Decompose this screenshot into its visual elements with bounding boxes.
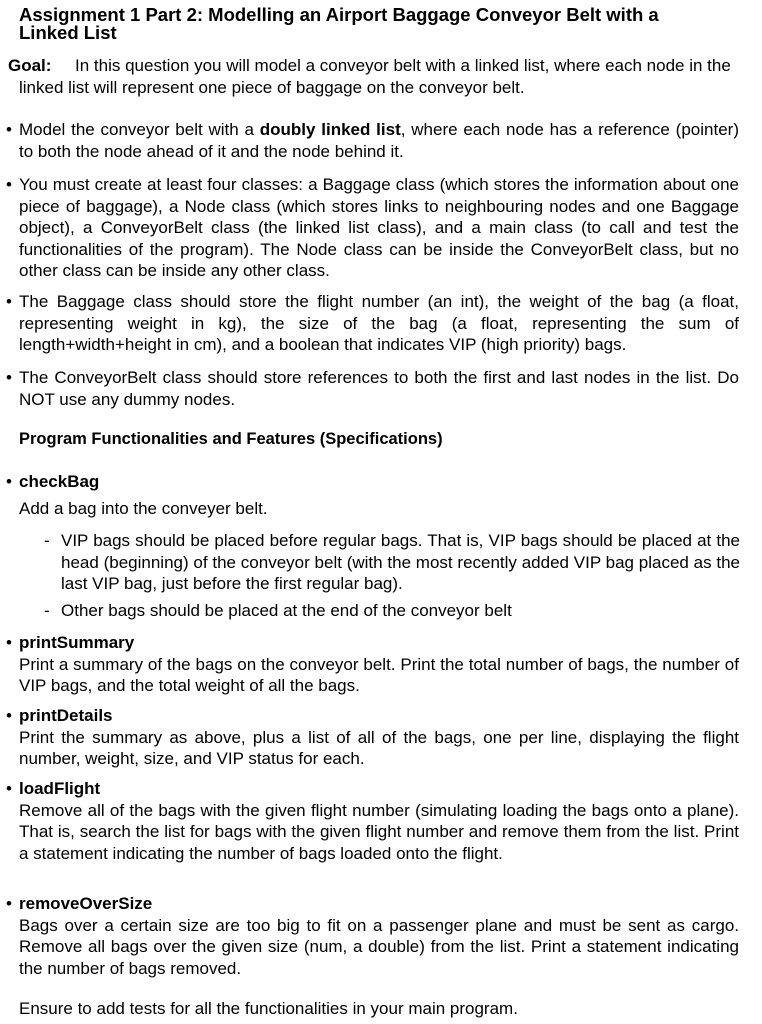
closing-note: Ensure to add tests for all the functionalities in your main program. [19,999,518,1018]
goal-paragraph [8,55,743,98]
bullet-glyph: • [6,894,12,913]
feature-desc: Bags over a certain size are too big to fit on a passenger plane and must be sent as cargo. Remove all bags over the given size (num, a double) from the list. Print a statement indicating the number of bags removed. [19,915,739,978]
goal-text: In this question you will model a conveyor belt with a linked list, where each node in the linked list will represent one piece of baggage on the conveyor belt. [19,56,731,97]
bullet-glyph: • [6,472,12,491]
feature-desc: Remove all of the bags with the given flight number (simulating loading the bags onto a plane). That is, search the list for bags with the given flight number and remove them from the list. Print a statement indicating the number of bags loaded onto the flight. [19,800,739,863]
bullet-glyph: • [6,706,12,725]
requirement-text: The Baggage class should store the flight number (an int), the weight of the bag (a float, representing weight in kg), the size of the bag (a float, representing the sum of length+width+height in cm), and a boolean that indicates VIP (high priority) bags. [19,292,739,354]
feature-desc: Print a summary of the bags on the conveyor belt. Print the total number of bags, the number of VIP bags, and the total weight of all the bags. [19,654,739,695]
requirement-text: The ConveyorBelt class should store references to both the first and last nodes in the list. Do NOT use any dummy nodes. [19,368,739,409]
goal-label: Goal: [8,56,52,75]
feature-desc: Print the summary as above, plus a list of all of the bags, one per line, displaying the flight number, weight, size, and VIP status for each. [19,727,739,768]
bullet-glyph: • [6,779,12,798]
feature-desc: Add a bag into the conveyer belt. [19,499,268,518]
feature-name: loadFlight Remove all of the bags with the given flight number (simulating loading the bags onto a plane). That is, search the list for bags with the given flight number and remove them from the list. Print a statement indicating the number of bags loaded onto the flight. [19,779,739,863]
bullet-glyph: • [6,175,12,194]
bullet-glyph: • [6,368,12,387]
bullet-glyph: • [6,292,12,311]
requirement-text: You must create at least four classes: a Baggage class (which stores the information about one piece of baggage), a Node class (which stores links to neighbouring nodes and one Baggage object), a ConveyorBelt class (the linked list class), and a main class (to call and test the functionalities of the program). The Node class can be inside the ConveyorBelt class, but no other class can be inside any other class. [19,175,739,280]
feature-name: printSummary Print a summary of the bags on the conveyor belt. Print the total number of bags, the number of VIP bags, and the total weight of all the bags. [19,633,739,695]
requirement-bold-term: doubly linked list [259,120,401,139]
feature-name: removeOverSize Bags over a certain size are too big to fit on a passenger plane and must be sent as cargo. Remove all bags over the given size (num, a double) from the list. Print a statement indicating the number of bags removed. [19,894,739,978]
feature-name: checkBag [19,472,100,491]
requirement-text: Model the conveyor belt with a doubly linked list, where each node has a reference (pointer) to both the node ahead of it and the node behind it. [19,120,739,161]
sub-item-text: VIP bags should be placed before regular bags. That is, VIP bags should be placed at the head (beginning) of the conveyor belt (with the most recently added VIP bag placed as the last VIP bag, just before the first regular bag). [61,531,740,593]
dash-glyph: - [44,531,50,550]
bullet-glyph: • [6,120,12,139]
sub-item-text: Other bags should be placed at the end of the conveyor belt [61,601,512,620]
bullet-glyph: • [6,633,12,652]
spec-heading: Program Functionalities and Features (Specifications) [19,430,443,448]
dash-glyph: - [44,601,50,620]
assignment-title: Assignment 1 Part 2: Modelling an Airport Baggage Conveyor Belt with a Linked List [19,4,659,43]
feature-name: printDetails Print the summary as above, plus a list of all of the bags, one per line, displaying the flight number, weight, size, and VIP status for each. [19,706,739,768]
